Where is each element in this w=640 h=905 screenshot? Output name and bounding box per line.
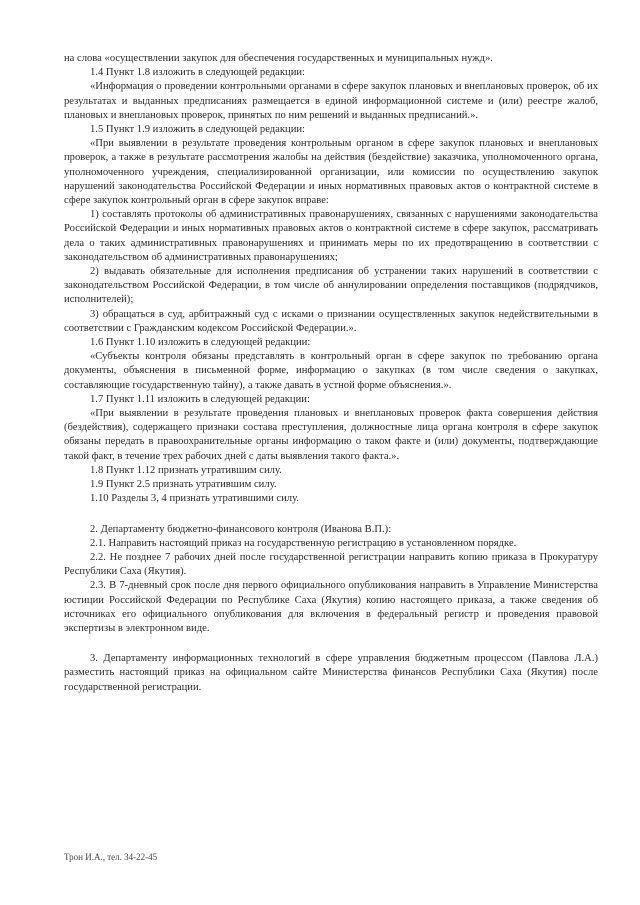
paragraph: 1.4 Пункт 1.8 изложить в следующей редакции: (90, 67, 305, 79)
paragraph: «При выявлении в результате проведения контрольным органом в сфере закупок плановых и внеплановых проверок, а также в результате рассмотрения жалобы на действия (бездействие) заказчика, уполномоченного органа, уполномоченного учреждения, специализированной организации, или комиссии по осуществлению закупок нарушений законодательства Российской Федерации и иных нормативных правовых актов о контрактной системе в сфере закупок контрольный орган в сфере закупок вправе: (64, 138, 598, 207)
paragraph: «Субъекты контроля обязаны представлять в контрольный орган в сфере закупок по требованию органа документы, объяснения в письменной форме, информацию о закупках (в том числе сведения о закупках, составляющие государственную тайну), а также давать в устной форме объяснения.». (64, 351, 598, 391)
paragraph: 2) выдавать обязательные для исполнения предписания об устранении таких нарушений в соответствии с законодательством Российской Федерации, в том числе об аннулировании определения поставщиков (подрядчиков, исполнителей); (64, 266, 598, 306)
paragraph: «При выявлении в результате проведения плановых и внеплановых проверок факта совершения действия (бездействия), содержащего признаки состава преступления, должностные лица органа контроля в сфере закупок обязаны передать в правоохранительные органы информацию о таком факте и (или) документы, подтверждающие такой факт, в течение трех рабочих дней с даты выявления такого факта.». (64, 408, 598, 462)
paragraph: 1) составлять протоколы об административных правонарушениях, связанных с нарушениями законодательства Российской Федерации и иных нормативных правовых актов о контрактной системе в сфере закупок, рассматривать дела о таких административных правонарушениях и принимать меры по их предотвращению в соответствии с законодательством об административных правонарушениях; (64, 209, 598, 263)
paragraph: 1.7 Пункт 1.11 изложить в следующей редакции: (90, 393, 310, 405)
paragraph: 3. Департаменту информационных технологий в сфере управления бюджетным процессом (Павлова Л.А.) разместить настоящий приказ на официальном сайте Министерства финансов Республики Саха (Якутия) после государственной регистрации. (64, 653, 598, 693)
footer-contact: Трон И.А., тел. 34-22-45 (64, 852, 158, 862)
paragraph: 2.3. В 7-дневный срок после дня первого официального опубликования направить в Управление Министерства юстиции Российской Федерации по Республике Саха (Якутия) копию настоящего приказа, а также сведения об источниках его официального опубликования для включения в федеральный регистр и проведения правовой экспертизы в электронном виде. (64, 580, 598, 634)
paragraph: 1.9 Пункт 2.5 признать утратившим силу. (90, 479, 277, 491)
paragraph: 2.1. Направить настоящий приказ на государственную регистрацию в установленном порядке. (90, 537, 517, 549)
paragraph: «Информация о проведении контрольными органами в сфере закупок плановых и внеплановых проверок, об их результатах и выданных предписаниях размещается в единой информационной системе и (или) реестре жалоб, плановых и внеплановых проверок, принятых по ним решений и выданных предписаний.». (64, 81, 598, 121)
paragraph: 2.2. Не позднее 7 рабочих дней после государственной регистрации направить копию приказа в Прокуратуру Республики Саха (Якутия). (64, 551, 598, 578)
section-heading: 2. Департаменту бюджетно-финансового контроля (Иванова В.П.): (90, 523, 392, 535)
paragraph: на слова «осуществлении закупок для обеспечения государственных и муниципальных нужд». (64, 53, 493, 64)
paragraph: 1.6 Пункт 1.10 изложить в следующей редакции: (90, 337, 311, 349)
paragraph: 1.10 Разделы 3, 4 признать утратившими силу. (90, 493, 299, 505)
paragraph: 3) обращаться в суд, арбитражный суд с исками о признании осуществленных закупок недействительными в соответствии с Гражданским кодексом Российской Федерации.». (64, 308, 598, 334)
paragraph: 1.8 Пункт 1.12 признать утратившим силу. (90, 464, 282, 476)
paragraph: 1.5 Пункт 1.9 изложить в следующей редакции: (90, 124, 305, 136)
